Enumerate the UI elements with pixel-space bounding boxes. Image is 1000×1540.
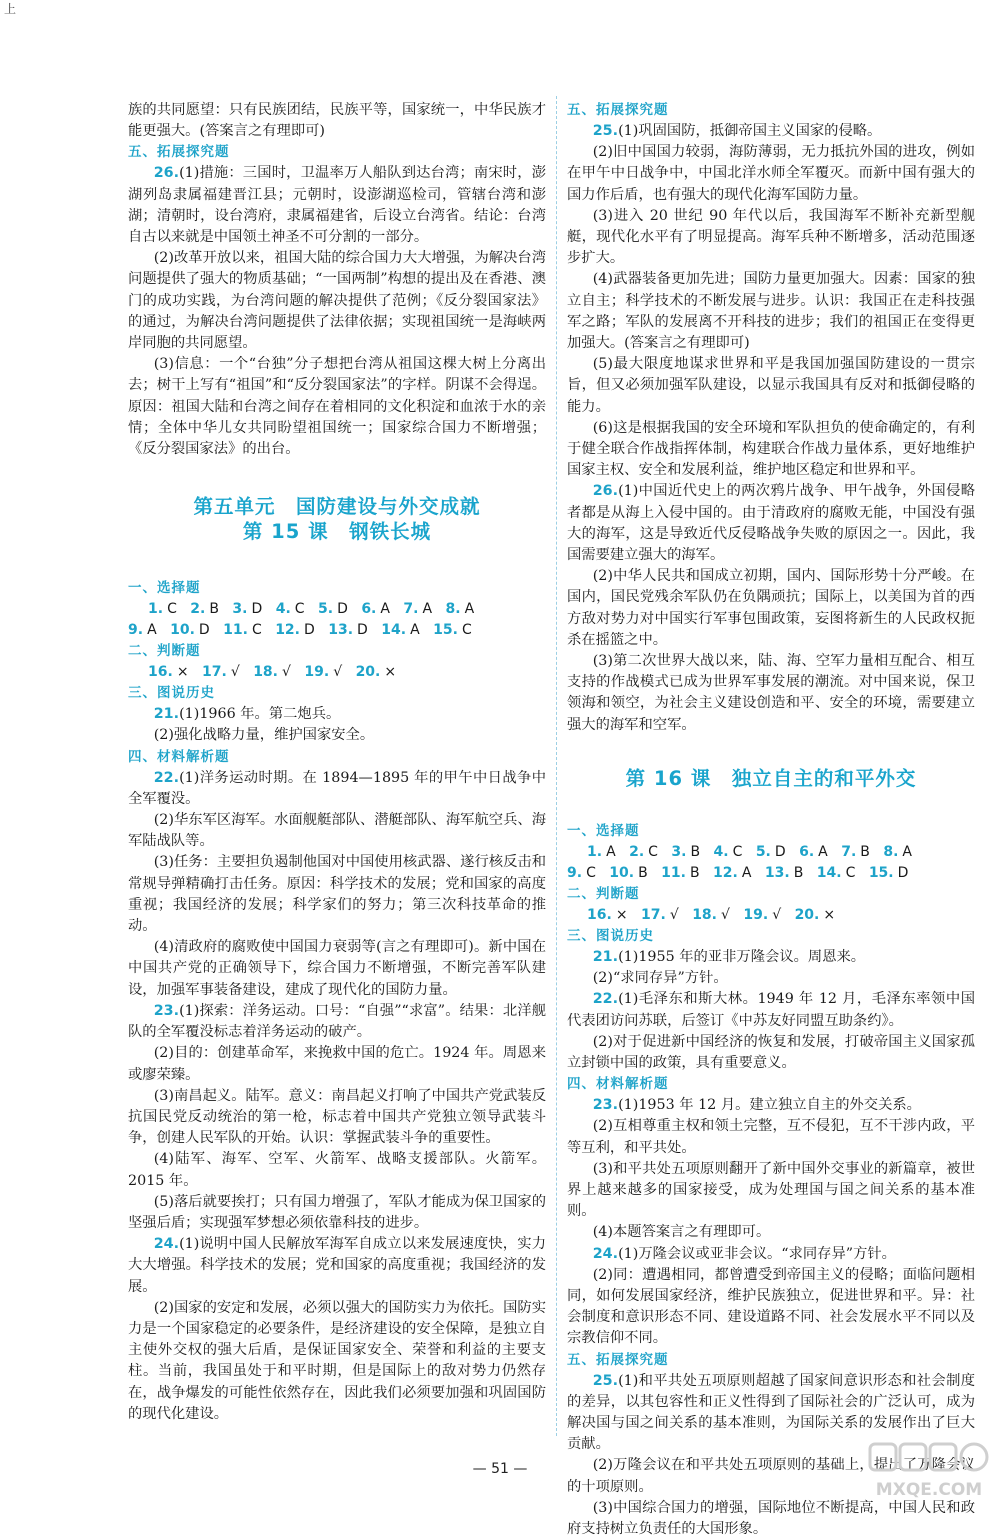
- section-heading: 四、材料解析题: [128, 748, 230, 765]
- answer-item: [567, 481, 975, 566]
- answer-pair: [692, 905, 730, 926]
- answer-number: 16.: [587, 906, 612, 923]
- answer-item: [567, 1244, 975, 1265]
- answer-value: C: [648, 843, 658, 860]
- answer-value: B: [690, 843, 701, 860]
- answer-value: √: [333, 664, 343, 681]
- answer-text: (2)改革开放以来，祖国大陆的综合国力大大增强，为解决台湾问题提供了强大的物质基础；“一国两制”构想的提出及在香港、澳门的成功实践，为台湾问题的解决提供了范例；《反分裂国家法》的通过，为解决台湾问题提供了法律依据；实现祖国统一是海峡两岸同胞的共同愿望。: [128, 250, 546, 352]
- answer-text: (4)本题答案言之有理即可。: [592, 1224, 771, 1241]
- answer-pair: [328, 620, 368, 641]
- left-column: [128, 100, 546, 1425]
- paragraph: 族的共同愿望：只有民族团结，民族平等，国家统一，中华民族才能更强大。(答案言之有理即可): [128, 102, 546, 140]
- answer-text: (1)洋务运动时期。在 1894—1895 年的甲午中日战争中全军覆没。: [128, 769, 546, 807]
- answer-pair: [587, 842, 616, 863]
- section-heading: 四、材料解析题: [567, 1076, 669, 1093]
- section-heading: 一、选择题: [128, 580, 201, 597]
- answer-number: 8.: [883, 843, 899, 860]
- answer-value: A: [410, 622, 420, 639]
- question-number: 22.: [592, 991, 619, 1008]
- answer-value: ×: [176, 664, 189, 681]
- answer-pair: [629, 842, 658, 863]
- answer-pair: [817, 863, 856, 884]
- answer-pair: [641, 905, 679, 926]
- choice-answers-row-1: [128, 599, 546, 620]
- unit-title: 第五单元 国防建设与外交成就: [193, 495, 481, 519]
- answer-number: 17.: [202, 664, 227, 681]
- answer-number: 13.: [328, 622, 354, 639]
- watermark-logo: [866, 1440, 992, 1502]
- choice-answers-row-2: [128, 620, 546, 641]
- answer-pair: [403, 599, 432, 620]
- answer-number: 2.: [629, 843, 645, 860]
- answer-pair: [433, 620, 472, 641]
- right-column: [567, 100, 975, 1540]
- answer-value: B: [689, 864, 700, 881]
- question-number: 25.: [592, 1372, 619, 1389]
- answer-number: 5.: [755, 843, 771, 860]
- answer-pair: [743, 905, 781, 926]
- answer-item: [567, 989, 975, 1031]
- answer-value: D: [337, 601, 348, 618]
- answer-value: A: [741, 864, 752, 881]
- answer-value: A: [818, 843, 828, 860]
- answer-text: (2)强化战略力量，维护国家安全。: [153, 727, 375, 744]
- section-heading: 五、拓展探究题: [567, 1351, 669, 1368]
- answer-number: 10.: [170, 622, 195, 639]
- answer-number: 19.: [743, 906, 769, 923]
- answer-value: D: [251, 601, 263, 618]
- answer-pair: [202, 662, 240, 683]
- judge-answers-row: [128, 662, 546, 683]
- answer-text: (5)落后就要挨打；只有国力增强了，军队才能成为保卫国家的坚强后盾；实现强军梦想必须依靠科技的进步。: [128, 1193, 546, 1231]
- answer-text: (4)陆军、海军、空军、火箭军、战略支援部队。火箭军。2015 年。: [128, 1151, 546, 1189]
- answer-text: (1)中国近代史上的两次鸦片战争、甲午战争，外国侵略者都是从海上入侵中国的。由于清政府的腐败无能，中国没有强大的海军，这是导致近代反侵略战争失败的原因之一。因此，我国需要建立强大的海军。: [567, 483, 975, 564]
- answer-value: C: [732, 843, 743, 860]
- answer-text: (2)目的：创建革命军，来挽救中国的危亡。1924 年。周恩来或廖荣臻。: [128, 1045, 546, 1083]
- answer-text: (3)南昌起义。陆军。意义：南昌起义打响了中国共产党武装反抗国民党反动统治的第一枪，标志着中国共产党独立领导武装斗争，创建人民军队的开始。认识：掌握武装斗争的重要性。: [128, 1087, 546, 1147]
- answer-value: √: [669, 906, 679, 923]
- answer-value: A: [147, 622, 157, 639]
- answer-number: 8.: [445, 601, 461, 618]
- question-number: 25.: [592, 123, 619, 139]
- answer-pair: [148, 599, 177, 620]
- answer-pair: [253, 662, 291, 683]
- answer-pair: [356, 662, 397, 683]
- answer-value: A: [464, 601, 475, 618]
- answer-value: ×: [823, 906, 836, 923]
- answer-pair: [869, 863, 909, 884]
- answer-number: 2.: [190, 601, 206, 618]
- answer-value: C: [461, 622, 472, 639]
- answer-text: (2)旧中国国力较弱，海防薄弱，无力抵抗外国的进攻，例如在甲午中日战争中，中国北洋水师全军覆灭。而新中国有强大的国力作后盾，也有强大的现代化海军国防力量。: [567, 144, 975, 203]
- answer-number: 9.: [567, 864, 583, 881]
- answer-pair: [765, 863, 803, 884]
- answer-text: (2)“求同存异”方针。: [592, 970, 728, 987]
- answer-number: 13.: [764, 864, 790, 881]
- corner-mark: 上: [4, 2, 17, 16]
- choice-answers-row-1: [567, 842, 975, 863]
- answer-pair: [304, 662, 342, 683]
- answer-text: (3)和平共处五项原则翻开了新中国外交事业的新篇章，被世界上越来越多的国家接受，成为处理国与国之间关系的基本准则。: [567, 1160, 975, 1220]
- answer-number: 15.: [868, 864, 894, 881]
- answer-pair: [148, 662, 189, 683]
- answer-pair: [567, 863, 596, 884]
- answer-pair: [318, 599, 348, 620]
- answer-item: [128, 1001, 546, 1043]
- answer-pair: [232, 599, 262, 620]
- answer-text: (6)这是根据我国的安全环境和军队担负的使命确定的，有利于健全联合作战指挥体制，构建联合作战力量体系，更好地维护国家主权、安全和发展利益，维护地区稳定和世界和平。: [567, 419, 975, 479]
- answer-number: 12.: [713, 864, 738, 881]
- answer-pair: [883, 842, 912, 863]
- section-heading: 二、判断题: [567, 885, 640, 902]
- answer-number: 1.: [587, 843, 603, 860]
- answer-number: 6.: [799, 843, 815, 860]
- question-number: 24.: [592, 1245, 619, 1262]
- answer-value: D: [774, 843, 786, 860]
- question-number: 26.: [592, 483, 619, 500]
- answer-text: (1)1966 年。第二炮兵。: [179, 706, 341, 723]
- answer-text: (2)互相尊重主权和领土完整，互不侵犯，互不干涉内政，平等互利，和平共处。: [567, 1118, 975, 1156]
- answer-number: 15.: [433, 622, 458, 639]
- question-number: 24.: [153, 1236, 180, 1253]
- answer-item: [128, 768, 546, 810]
- lesson-title: 第 15 课 钢铁长城: [242, 520, 432, 544]
- answer-text: (4)清政府的腐败使中国国力衰弱等(言之有理即可)。新中国在中国共产党的正确领导下，综合国力不断增强，不断完善军队建设，加强军事装备建设，建成了现代化的国防力量。: [128, 939, 546, 998]
- answer-text: (3)任务：主要担负遏制他国对中国使用核武器、遂行核反击和常规导弹精确打击任务。原因：科学技术的发展；党和国家的高度重视；我国经济的发展；科学家们的努力；第三次科技革命的推动。: [128, 854, 546, 935]
- section-heading: 二、判断题: [128, 643, 201, 660]
- answer-text: (2)对于促进新中国经济的恢复和发展，打破帝国主义国家孤立封锁中国的政策，具有重要意义。: [567, 1033, 975, 1071]
- answer-number: 4.: [713, 843, 729, 860]
- answer-value: C: [294, 601, 305, 618]
- answer-text: (3)第二次世界大战以来，陆、海、空军力量相互配合、相互支持的作战模式已成为世界军事发展的潮流。对中国来说，保卫领海和领空，为社会主义建设创造和平、安全的环境，需要建立强大的海军和空军。: [567, 653, 975, 733]
- answer-pair: [446, 599, 475, 620]
- answer-number: 7.: [403, 601, 419, 618]
- answer-number: 5.: [318, 601, 334, 618]
- answer-pair: [128, 620, 157, 641]
- answer-item: [128, 1234, 546, 1298]
- answer-number: 4.: [275, 601, 291, 618]
- answer-pair: [661, 863, 699, 884]
- answer-number: 7.: [841, 843, 857, 860]
- answer-number: 19.: [304, 664, 330, 681]
- answer-text: (2)同：遭遇相同，都曾遭受到帝国主义的侵略；面临问题相同，如何发展国家经济，维护民族独立，促进世界和平。异：社会制度和意识形态不同、建设道路不同、社会发展水平不同以及宗教信仰不同。: [567, 1266, 975, 1347]
- answer-text: (2)华东军区海军。水面舰艇部队、潜艇部队、海军航空兵、海军陆战队等。: [128, 812, 546, 850]
- answer-item: [567, 1095, 975, 1116]
- answer-number: 18.: [692, 906, 717, 923]
- section-heading: 五、拓展探究题: [128, 144, 230, 161]
- answer-pair: [276, 599, 305, 620]
- answer-pair: [587, 905, 628, 926]
- answer-pair: [190, 599, 219, 620]
- answer-number: 14.: [381, 622, 407, 639]
- answer-pair: [713, 863, 751, 884]
- answer-number: 9.: [128, 622, 144, 639]
- answer-pair: [275, 620, 315, 641]
- answer-value: √: [230, 664, 240, 681]
- answer-pair: [170, 620, 210, 641]
- answer-number: 20.: [794, 906, 820, 923]
- question-number: 22.: [153, 769, 180, 786]
- answer-number: 17.: [641, 906, 666, 923]
- answer-number: 14.: [816, 864, 842, 881]
- answer-number: 3.: [232, 601, 248, 618]
- answer-number: 16.: [148, 664, 173, 681]
- answer-value: C: [845, 864, 856, 881]
- column-divider: [556, 96, 557, 1436]
- answer-pair: [361, 599, 390, 620]
- answer-pair: [381, 620, 419, 641]
- answer-number: 6.: [361, 601, 377, 618]
- answer-pair: [714, 842, 743, 863]
- answer-value: ×: [615, 906, 628, 923]
- answer-text: (1)毛泽东和斯大林。1949 年 12 月，毛泽东率领中国代表团访问苏联，后签订《中苏友好同盟互助条约》。: [567, 991, 975, 1029]
- answer-value: C: [167, 601, 177, 618]
- answer-value: B: [860, 843, 870, 860]
- answer-number: 1.: [148, 601, 164, 618]
- answer-number: 18.: [253, 664, 278, 681]
- section-heading: 三、图说历史: [567, 927, 654, 944]
- question-number: 21.: [153, 706, 180, 723]
- answer-value: B: [638, 864, 648, 881]
- answer-value: D: [198, 622, 210, 639]
- question-number: 23.: [592, 1097, 619, 1114]
- answer-value: A: [606, 843, 616, 860]
- answer-pair: [841, 842, 870, 863]
- answer-value: A: [902, 843, 912, 860]
- answer-text: (3)进入 20 世纪 90 年代以后，我国海军不断补充新型舰艇，现代化水平有了明显提高。海军兵种不断增多，活动范围逐步扩大。: [567, 207, 975, 267]
- answer-text: (1)巩固国防，抵御帝国主义国家的侵略。: [618, 123, 882, 139]
- answer-text: (2)国家的安定和发展，必须以强大的国防实力为依托。国防实力是一个国家稳定的必要条件，是经济建设的安全保障，是独立自主使外交权的强大后盾，是保证国家安全、荣誉和利益的主要支柱。当前，我国虽处于和平时期，但是国际上的敌对势力仍然存在，战争爆发的可能性依然存在，因此我们必须要加强和巩固国防的现代化建设。: [128, 1299, 546, 1422]
- answer-text: (2)中华人民共和国成立初期，国内、国际形势十分严峻。在国内，国民党残余军队仍在负隅顽抗；国际上，以美国为首的西方敌对势力对中国实行军事包围政策，妄图将新生的人民政权扼杀在摇篮之中。: [567, 568, 975, 648]
- answer-number: 12.: [275, 622, 300, 639]
- answer-value: C: [586, 864, 596, 881]
- section-heading: 五、拓展探究题: [567, 102, 669, 118]
- answer-item: [128, 163, 546, 248]
- answer-text: (1)和平共处五项原则超越了国家间意识形态和社会制度的差异，以其包容性和正义性得到了国际社会的广泛认可，成为解决国与国之间关系的基本准则，为国际关系的发展作出了巨大贡献。: [567, 1372, 975, 1453]
- question-number: 21.: [592, 948, 619, 965]
- answer-number: 11.: [223, 622, 248, 639]
- section-heading: 三、图说历史: [128, 685, 215, 702]
- answer-value: D: [897, 864, 909, 881]
- judge-answers-row: [567, 905, 975, 926]
- answer-text: (1)说明中国人民解放军海军自成立以来发展速度快，实力大大增强。科学技术的发展；党和国家的高度重视；我国经济的发展。: [128, 1236, 546, 1295]
- answer-value: √: [721, 906, 730, 923]
- answer-text: (3)中国综合国力的增强，国际地位不断提高，中国人民和政府支持树立负责任的大国形象。: [567, 1499, 975, 1537]
- answer-text: (1)1953 年 12 月。建立独立自主的外交关系。: [618, 1097, 921, 1114]
- answer-value: B: [793, 864, 804, 881]
- choice-answers-row-2: [567, 863, 975, 884]
- question-number: 26.: [153, 165, 180, 182]
- answer-pair: [799, 842, 828, 863]
- answer-text: (1)探索：洋务运动。口号：“自强”“求富”。结果：北洋舰队的全军覆没标志着洋务运动的破产。: [128, 1002, 546, 1041]
- answer-text: (1)万隆会议或亚非会议。“求同存异”方针。: [618, 1245, 896, 1262]
- answer-pair: [609, 863, 647, 884]
- answer-number: 10.: [609, 864, 635, 881]
- answer-number: 20.: [355, 664, 381, 681]
- answer-pair: [756, 842, 786, 863]
- answer-text: (1)1955 年的亚非万隆会议。周恩来。: [618, 948, 866, 965]
- answer-pair: [223, 620, 262, 641]
- lesson-title: 第 16 课 独立自主的和平外交: [625, 766, 917, 790]
- answer-text: (1)措施：三国时，卫温率万人船队到达台湾；南宋时，澎湖列岛隶属福建晋江县；元朝时，设澎湖巡检司，管辖台湾和澎湖；清朝时，设台湾府，隶属福建省，后设立台湾省。结论：台湾自古以来就是中国领土神圣不可分割的一部分。: [128, 165, 546, 246]
- answer-pair: [795, 905, 836, 926]
- answer-value: A: [422, 601, 433, 618]
- answer-item: [567, 121, 975, 142]
- answer-value: D: [304, 622, 315, 639]
- answer-item: [128, 704, 546, 725]
- answer-text: (2)万隆会议在和平共处五项原则的基础上，提出了万隆会议的十项原则。: [567, 1457, 975, 1495]
- answer-number: 3.: [671, 843, 687, 860]
- answer-value: C: [251, 622, 262, 639]
- section-heading: 一、选择题: [567, 822, 640, 839]
- answer-value: B: [209, 601, 219, 618]
- answer-text: (3)信息：一个“台独”分子想把台湾从祖国这棵大树上分离出去；树干上写有“祖国”和“反分裂国家法”的字样。阴谋不会得逞。原因：祖国大陆和台湾之间存在着相同的文化积淀和血浓于水的亲情；全体中华儿女共同盼望祖国统一；国家综合国力不断增强；《反分裂国家法》的出台。: [128, 356, 546, 458]
- answer-value: √: [772, 906, 782, 923]
- answer-value: ×: [384, 664, 397, 681]
- question-number: 23.: [153, 1002, 180, 1019]
- answer-value: D: [357, 622, 368, 639]
- page-number: — 51 —: [472, 1461, 528, 1477]
- watermark-text: MXQE.COM: [875, 1480, 983, 1500]
- answer-value: A: [380, 601, 390, 618]
- answer-number: 11.: [661, 864, 686, 881]
- answer-item: [567, 947, 975, 968]
- answer-text: (5)最大限度地谋求世界和平是我国加强国防建设的一贯宗旨，但又必须加强军队建设，以显示我国具有反对和抵御侵略的能力。: [567, 356, 975, 415]
- answer-text: (4)武器装备更加先进；国防力量更加强大。因素：国家的独立自主；科学技术的不断发展与进步。认识：我国正在走科技强军之路；军队的发展离不开科技的进步；我们的祖国正在变得更加强大。(答案言之有理即可): [567, 271, 975, 352]
- answer-pair: [671, 842, 700, 863]
- answer-value: √: [282, 664, 291, 681]
